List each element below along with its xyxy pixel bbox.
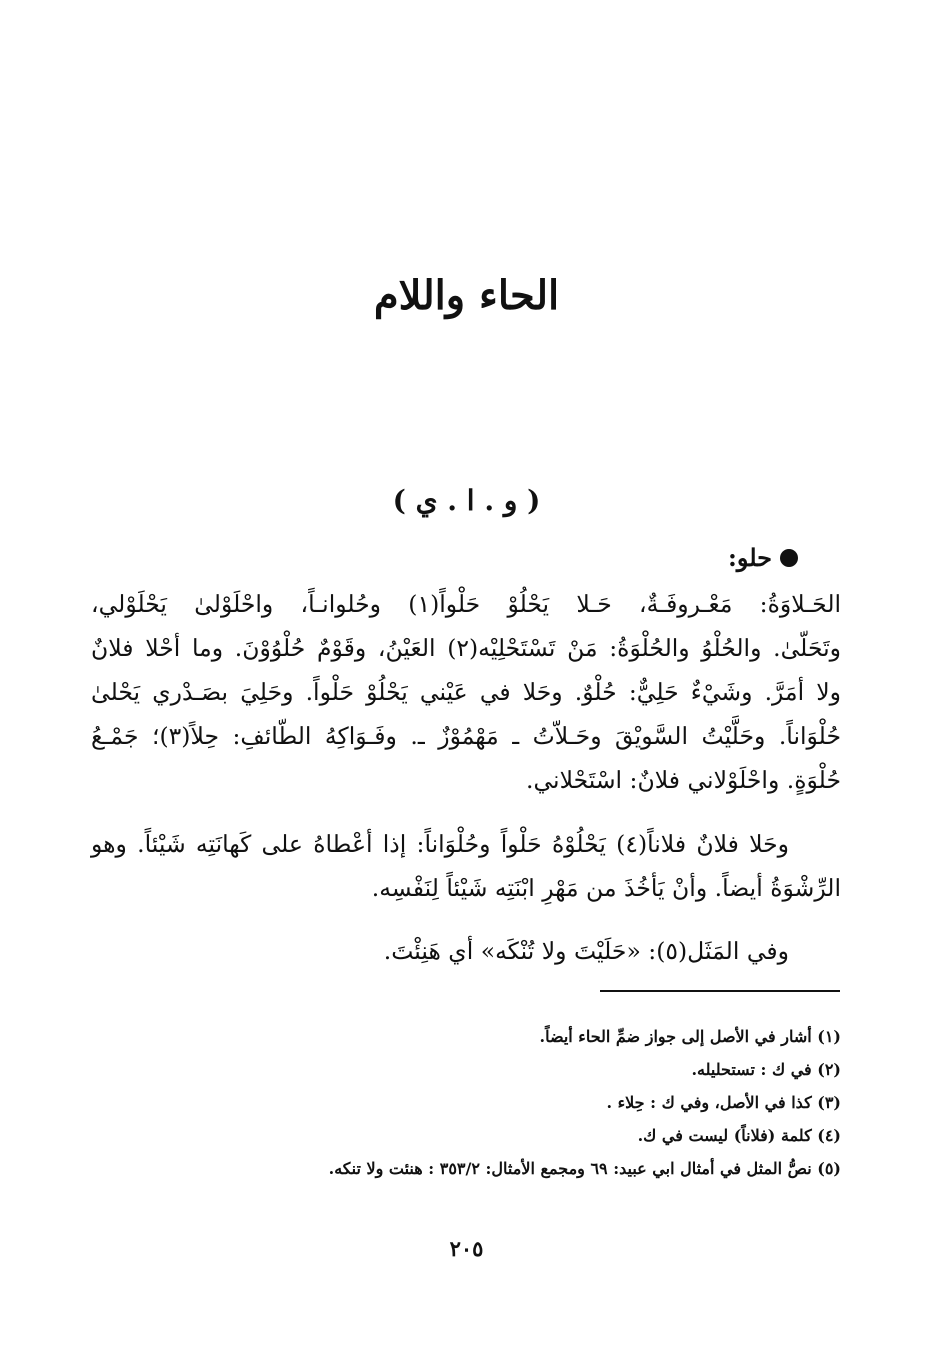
text-line: الحَـلاوَةُ: مَعْـروفَـةٌ، حَـلا يَحْلُوْ حَلْواً(١) وحُلوانـاً، واحْلَوْلىٰ يَحْلَوْلي، xyxy=(91,590,842,618)
footnote: (٣) كذا في الأصل، وفي ك : حِلاء . xyxy=(606,1093,841,1112)
entry-headword xyxy=(728,543,798,572)
text-line: وحَلا فلانٌ فلاناً(٤) يَحْلُوْهُ حَلْواً وحُلْوَاناً: إذا أعْطاهُ على كَهانَتِه شَيْئاً. وهو xyxy=(91,830,789,858)
paragraph-3 xyxy=(91,929,841,973)
text-line: وفي المَثَل(٥): «حَلَيْتَ ولا تُنْكَه» أي هَنِئْتَ. xyxy=(383,937,789,965)
footnote: (٥) نصُّ المثل في أمثال ابي عبيد: ٦٩ ومجمع الأمثال: ٣٥٣/٢ : هنئت ولا تنكه. xyxy=(328,1159,841,1178)
footnote: (٤) كلمة (فلاناً) ليست في ك. xyxy=(637,1126,841,1145)
footnote: (٢) في ك : تستحليله. xyxy=(691,1060,841,1079)
chapter-title: الحاء واللام xyxy=(373,272,560,319)
root-heading: ( و . ا . ي ) xyxy=(392,484,541,517)
headword-text: حلو: xyxy=(727,543,772,572)
footnotes xyxy=(91,1020,841,1185)
footnote-divider xyxy=(600,990,840,992)
paragraph-2 xyxy=(91,822,841,910)
footnote: (١) أشار في الأصل إلى جواز ضمِّ الحاء أيضاً. xyxy=(539,1027,841,1046)
text-line: وتَحَلّىٰ. والحُلْوُ والحُلْوَةُ: مَنْ تَسْتَحْلِيْه(٢) العَيْنُ، وقَوْمٌ حُلْوُوْنَ. وما أحْلا فلانٌ xyxy=(91,634,842,662)
bullet-icon xyxy=(780,549,798,567)
page-number: ٢٠٥ xyxy=(449,1236,484,1261)
paragraph-1 xyxy=(91,582,841,802)
text-line: الرِّشْوَةُ أيضاً. وأنْ يَأخُذَ من مَهْرِ ابْنَتِه شَيْئاً لِنَفْسِه. xyxy=(371,874,841,902)
text-line: ولا أمَرَّ. وشَيْءٌ حَلِيٌّ: حُلْوٌ. وحَلا في عَيْني يَحْلُوْ حَلْواً. وحَلِيَ بصَـدْري يَحْلىٰ xyxy=(91,678,841,706)
text-line: حُلْوَاناً. وحَلَّيْتُ السَّويْقَ وحَـلاّتُ ـ مَهْمُوْزٌ ـ. وفَـوَاكِهُ الطّائفِ: حِلاً(٣)؛ جَمْـعُ xyxy=(91,722,841,750)
text-line: حُلْوَةٍ. واحْلَوْلاني فلانٌ: اسْتَحْلاني. xyxy=(525,766,841,794)
